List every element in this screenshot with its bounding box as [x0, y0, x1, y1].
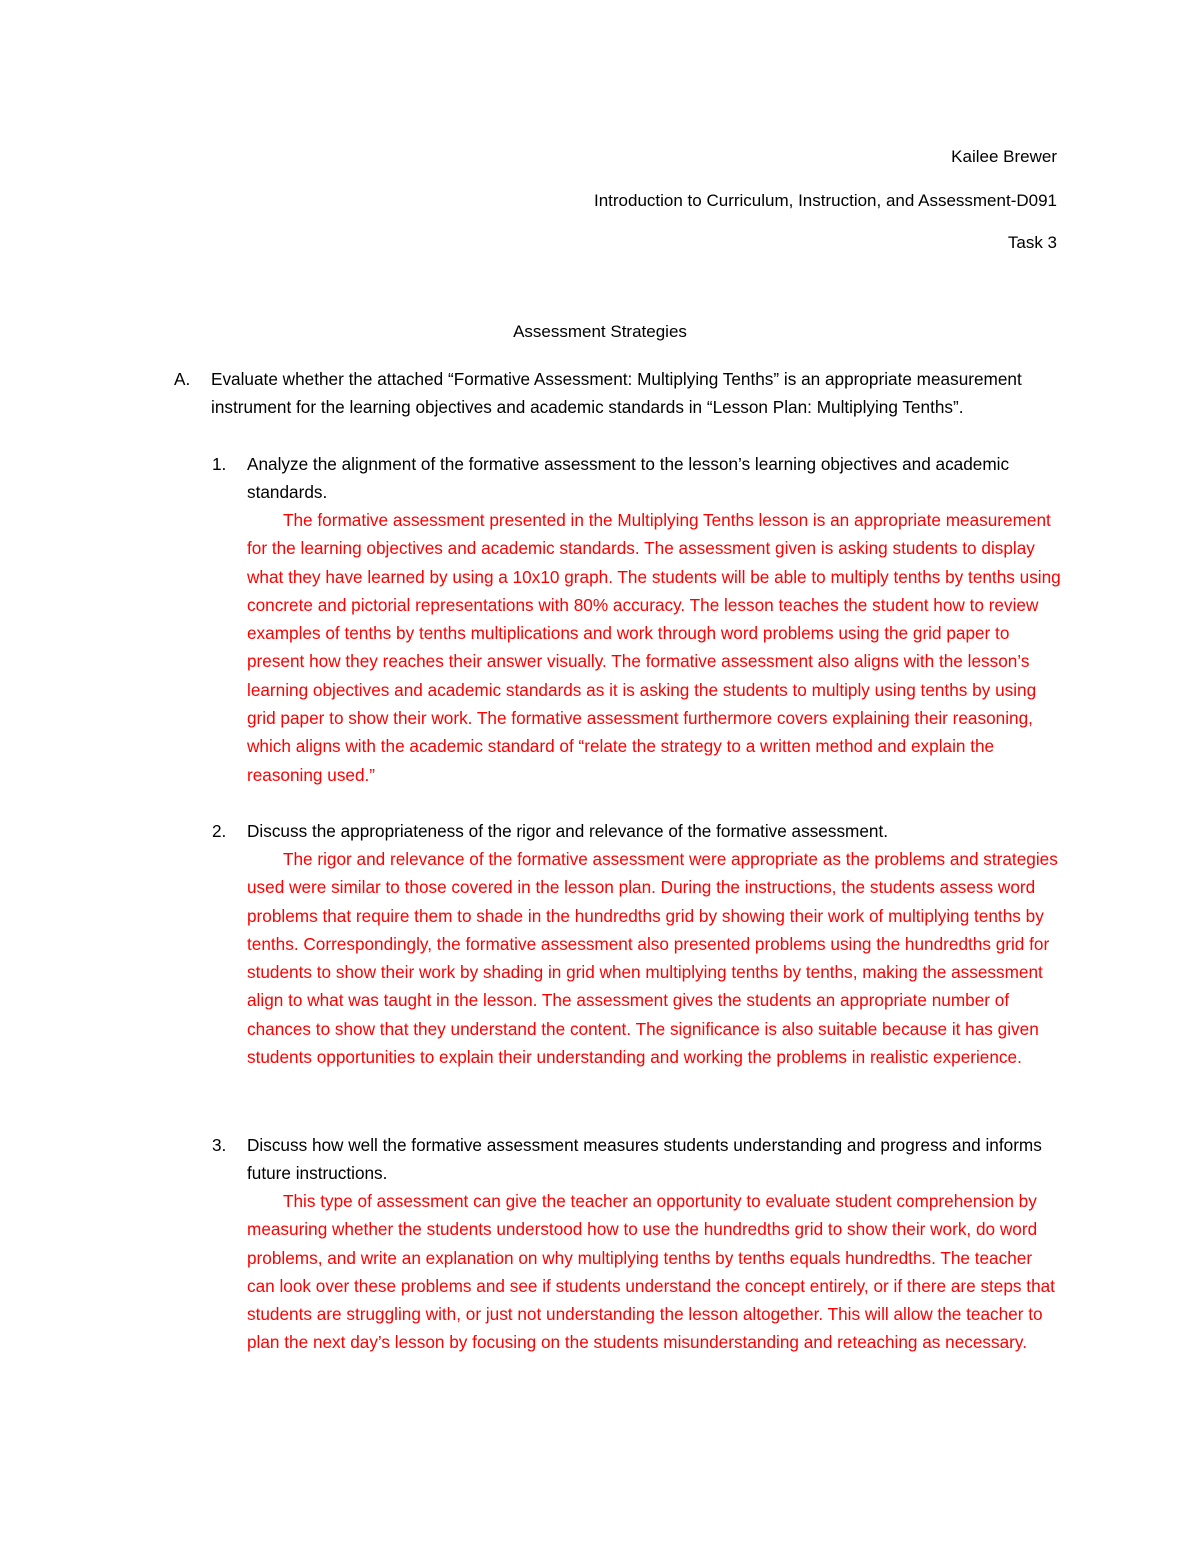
section-a-marker: A. — [174, 369, 191, 389]
item-1-prompt: Analyze the alignment of the formative assessment to the lesson’s learning objectives and academic standards. — [247, 454, 1010, 503]
section-a-question: Evaluate whether the attached “Formative Assessment: Multiplying Tenths” is an appropriate measurement instrument for the learning objectives and academic standards in “Lesson Plan: Multiplying Tenths”. — [211, 369, 1022, 418]
item-3-response: This type of assessment can give the teacher an opportunity to evaluate student comprehension by measuring whether the students understood how to use the hundredths grid to show their work, do word problems, and write an explanation on why multiplying tenths by tenths equals hundredths. The teacher can look over these problems and see if students understand the concept entirely, or if there are steps that students are struggling with, or just not understanding the lesson altogether. This will allow the teacher to plan the next day’s lesson by focusing on the students misunderstanding and reteaching as necessary. — [247, 1191, 1055, 1353]
item-3-marker: 3. — [212, 1135, 227, 1155]
item-2-response: The rigor and relevance of the formative assessment were appropriate as the problems and strategies used were similar to those covered in the lesson plan. During the instructions, the students assess word problems that require them to shade in the hundredths grid by showing their work of multiplying tenths by tenths. Correspondingly, the formative assessment also presented problems using the hundredths grid for students to show their work by shading in grid when multiplying tenths by tenths, making the assessment align to what was taught in the lesson. The assessment gives the students an appropriate number of chances to show that they understand the content. The significance is also suitable because it has given students opportunities to explain their understanding and working the problems in realistic experience. — [247, 849, 1058, 1068]
item-2-marker: 2. — [212, 821, 227, 841]
item-1-response: The formative assessment presented in the Multiplying Tenths lesson is an appropriate measurement for the learning objectives and academic standards. The assessment given is asking students to display what they have learned by using a 10x10 graph. The students will be able to multiply tenths by tenths using concrete and pictorial representations with 80% accuracy. The lesson teaches the student how to review examples of tenths by tenths multiplications and work through word problems using the grid paper to present how they reaches their answer visually. The formative assessment also aligns with the lesson’s learning objectives and academic standards as it is asking the students to multiply using tenths by using grid paper to show their work. The formative assessment furthermore covers explaining their reasoning, which aligns with the academic standard of “relate the strategy to a written method and explain the reasoning used.” — [247, 510, 1061, 785]
item-1-marker: 1. — [212, 454, 227, 474]
task-label: Task 3 — [1007, 233, 1057, 252]
author-name: Kailee Brewer — [951, 147, 1057, 166]
course-name: Introduction to Curriculum, Instruction, and Assessment-D091 — [594, 191, 1057, 210]
item-3-prompt: Discuss how well the formative assessment measures students understanding and progress and informs future instructions. — [247, 1135, 1042, 1184]
item-2-prompt: Discuss the appropriateness of the rigor and relevance of the formative assessment. — [247, 821, 889, 841]
document-title: Assessment Strategies — [513, 322, 687, 341]
